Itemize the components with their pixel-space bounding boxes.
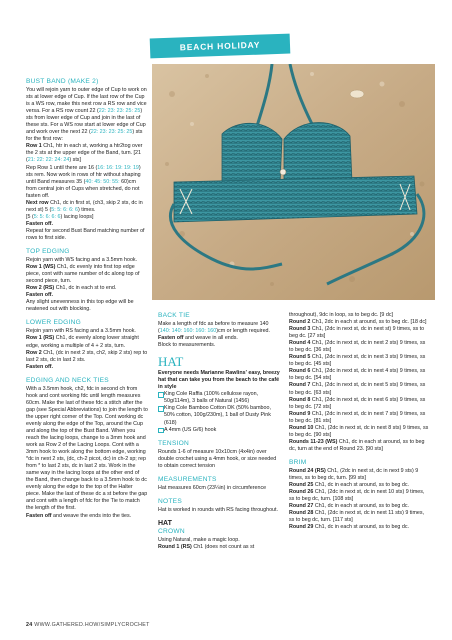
lower-edging-heading: LOWER EDGING xyxy=(26,319,82,327)
notes-text: Hat is worked in rounds with RS facing throughout. xyxy=(158,506,278,513)
brim-round: Round 25 Ch1, dc in each st around, ss to beg dc. xyxy=(289,482,410,489)
measurements-text: Hat measures 60cm (23¼in) in circumference xyxy=(158,484,267,491)
top-edging-row-1: Row 1 (WS) Ch1, dc evenly into first top edge piece, cont with same number of dc along top of second piece, turn. xyxy=(26,264,140,285)
lower-edging-row-2: Row 2 Ch1, (dc in next 2 sts, ch2, skip 2 sts) rep to last 2 sts, dc in last 2 sts. xyxy=(26,349,148,363)
back-tie-heading: BACK TIE xyxy=(158,312,190,319)
edging-ties-text: With a 3.5mm hook, ch2, fdc in second ch from hook and cont working fdc until length measures 60cm. Make the last of these fdc a stitch after the gap (see Special Abbreviations) to join the length to the upper right corner of the Top. Cont working dc evenly along the edge of the Top, around the Cup and along the top of the Bust Band. When you reach the lacing loops, change to a 3mm hook and work as Row 2 of the Lacing Loops. Cont with a 3mm hook to work along the bottom edge, working *dc in next 2 sts, (dc, ch-2 picot, dc) in ch-2 sp; rep from * to last 2 sts, dc in last 2 sts. Work in the same way in the lacing loops at the other end of the Band, then change back to a 3.5mm hook to dc evenly along the edge to the top of the Halter piece. Make the last of these dc a st before the gap and cont with a length of fdc for the Tie to match the length of the first. xyxy=(26,385,148,512)
crown-intro: Using Natural, make a magic loop. xyxy=(158,536,240,543)
bust-band-repeat: Rep Row 1 until there are 16 (16: 16: 19: 19: 19) sts rem. Now work in rows of htr without shaping until Band measures 35 (40: 45: 50: 55: 60)cm from central join of Cups when stretched, do not fasten off. xyxy=(26,164,141,199)
checkbox-icon xyxy=(158,406,164,412)
crown-round: Round 9 Ch1, (2dc in next st, dc in next 7 sts) 9 times, ss to beg dc. [81 sts] xyxy=(289,410,426,424)
brim-heading: BRIM xyxy=(289,458,307,466)
checkbox-icon xyxy=(158,428,164,434)
footer-url: WWW.GATHERED.HOW/SIMPLYCROCHET xyxy=(34,622,150,628)
crown-round: Round 2 Ch1, 2dc in each st around, ss to beg dc. [18 dc] xyxy=(289,319,427,326)
top-edging-heading: TOP EDGING xyxy=(26,248,70,256)
bust-band-repeat-second: Repeat for second Bust Band matching number of rows to first side. xyxy=(26,227,145,241)
bust-band-intro: You will rejoin yarn to outer edge of Cup to work on sts at lower edge of Cup. If the last row of the Cup is a WS row, make this next row a RS row and vice versa. For a RS row count 22 (22: 23: 23: 25: 25) sts from lower edge of Cup and join in the last of these sts. For a WS row start at lower edge of Cup and work over the next 22 (22: 23: 23: 25: 25) sts for the first row: xyxy=(26,87,147,143)
edging-ties-fasten: Fasten off and weave the ends into the ties. xyxy=(26,512,132,519)
tension-text: Rounds 1-6 of measure 10x10cm (4x4in) over double crochet using a 4mm hook, or size needed to obtain correct tension xyxy=(158,448,277,469)
brim-round: Round 29 Ch1, dc in each st around, ss to beg dc. xyxy=(289,524,410,531)
hat-title: HAT xyxy=(158,519,172,527)
crown-round: Rounds 11-23 (WS) Ch1, dc in each st around, ss to beg dc, turn at the end of Round 23. [90 sts] xyxy=(289,438,425,452)
notes-heading: NOTES xyxy=(158,497,182,505)
crown-round-1: Round 1 (RS) Ch1 (does not count as st xyxy=(158,543,255,550)
tension-heading: TENSION xyxy=(158,439,190,447)
brim-round: Round 26 Ch1, (2dc in next st, dc in next 10 sts) 9 times, ss to beg dc, turn. [108 sts] xyxy=(289,489,425,503)
crown-round: Round 8 Ch1, (2dc in next st, dc in next 6 sts) 9 times, ss to beg dc. [72 sts] xyxy=(289,396,426,410)
top-edging-fasten: Fasten off. xyxy=(26,292,54,299)
column-1 xyxy=(26,78,148,520)
bust-band-row-1: Row 1 Ch1, htr in each st, working a htr2tog over the 2 sts at the upper edge of the Band, turn. [21 (21: 22: 22: 24: 24) sts] xyxy=(26,143,143,164)
back-tie-fasten: Fasten off and weave in all ends. xyxy=(158,335,238,342)
back-tie-block: Block to measurements. xyxy=(158,342,216,349)
bust-band-loops: [5 (5: 5: 6: 6: 6) lacing loops] xyxy=(26,213,94,220)
brim-round: Round 27 Ch1, dc in each st around, ss to beg dc. xyxy=(289,503,410,510)
top-edging-row-2: Row 2 (RS) Ch1, dc in each st to end. xyxy=(26,285,117,292)
lower-edging-fasten: Fasten off. xyxy=(26,363,54,370)
bikini-photo xyxy=(152,64,435,300)
lower-edging-intro: Rejoin yarn with RS facing and a 3.5mm hook. xyxy=(26,328,136,335)
measurements-heading: MEASUREMENTS xyxy=(158,475,217,483)
bust-band-fasten: Fasten off. xyxy=(26,220,54,227)
column-3 xyxy=(289,312,429,531)
crown-round-1-cont: throughout), 9dc in loop, ss to beg dc. [9 dc] xyxy=(289,312,393,318)
crown-heading: CROWN xyxy=(158,527,185,535)
lower-edging-row-1: Row 1 (RS) Ch1, dc evenly along lower straight edge, working a multiple of 4 + 2 sts, turn. xyxy=(26,335,139,349)
bust-band-next-row: Next row Ch1, dc in first st, (ch3, skip 2 sts, dc in next st) 5 (5: 5: 6: 6: 6) times. xyxy=(26,199,143,213)
back-tie-text: Make a length of fdc as before to measure 140 (140: 140: 160: 160: 160)cm or length required. xyxy=(158,321,271,335)
column-2 xyxy=(158,312,281,551)
edging-ties-heading: EDGING AND NECK TIES xyxy=(26,376,109,384)
page-footer xyxy=(26,622,150,628)
crown-round: Round 4 Ch1, (2dc in next st, dc in next 2 sts) 9 times, ss to beg dc. [36 sts] xyxy=(289,340,426,354)
crown-round: Round 3 Ch1, (2dc in next st, dc in next st) 9 times, ss to beg dc. [27 sts] xyxy=(289,326,425,340)
bust-band-heading: BUST BAND (MAKE 2) xyxy=(26,78,99,85)
materials-item: King Cole Raffia (100% cellulose rayon, 50g/114m), 3 balls of Natural (1456) xyxy=(158,391,281,405)
checkbox-icon xyxy=(158,392,164,398)
section-title: BEACH HOLIDAY xyxy=(179,39,261,53)
brim-round: Round 28 Ch1, (2dc in next st, dc in next 11 sts) 9 times, ss to beg dc, turn. [117 sts] xyxy=(289,510,425,524)
hat-intro: Everyone needs Marianne Rawlins' easy, breezy hat that can take you from the beach to the café in style xyxy=(158,370,280,391)
crown-round: Round 10 Ch1, (2dc in next st, dc in next 8 sts) 9 times, ss to beg dc. [90 sts] xyxy=(289,424,429,438)
top-edging-intro: Rejoin yarn with WS facing and a 3.5mm hook. xyxy=(26,257,138,264)
crown-round: Round 7 Ch1, (2dc in next st, dc in next 5 sts) 9 times, ss to beg dc. [63 sts] xyxy=(289,382,426,396)
crown-round: Round 5 Ch1, (2dc in next st, dc in next 3 sts) 9 times, ss to beg dc. [45 sts] xyxy=(289,354,426,368)
brim-round: Round 24 (RS) Ch1, (2dc in next st, dc in next 9 sts) 9 times, ss to beg dc, turn. [99 sts] xyxy=(289,467,419,481)
section-banner xyxy=(150,34,291,59)
materials-item: A 4mm (US G/6) hook xyxy=(158,427,281,434)
materials-item: King Cole Bamboo Cotton DK (50% bamboo, 50% cotton, 100g/230m), 1 ball of Dusty Pink (618) xyxy=(158,405,281,426)
crown-round: Round 6 Ch1, (2dc in next st, dc in next 4 sts) 9 times, ss to beg dc. [54 sts] xyxy=(289,368,426,382)
page-number: 24 xyxy=(26,622,33,628)
top-edging-note: Any slight unevenness in this top edge will be neatened out with blocking. xyxy=(26,299,134,313)
hat-section-heading: HAT xyxy=(158,354,184,370)
